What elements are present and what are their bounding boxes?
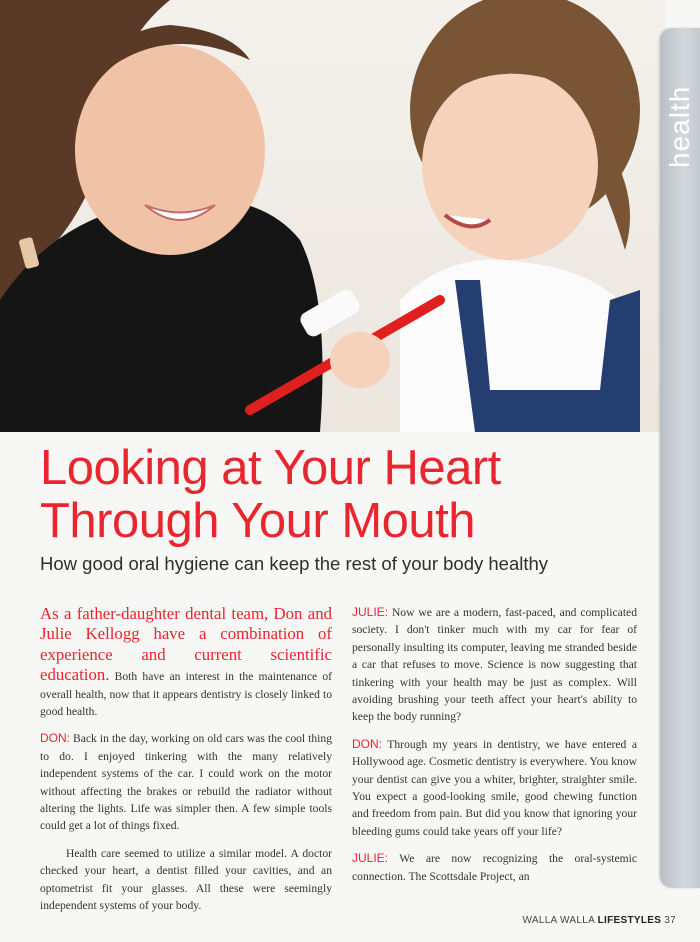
paragraph-julie-1 — [352, 604, 637, 726]
paragraph-don-1 — [40, 730, 332, 834]
speaker-label: JULIE: — [352, 851, 389, 866]
speaker-label: JULIE: — [352, 605, 389, 619]
paragraph-text: We are now recognizing the oral-systemic connection. The Scottsdale Project, an — [352, 852, 637, 883]
paragraph-health-care — [40, 845, 332, 915]
paragraph-text: Back in the day, working on old cars was the cool thing to do. I enjoyed tinkering with the many relatively independent systems of the car. I could work on the motor without affecting the brakes or rebuild the radiator without altering the lights. Life was simpler then. A few simple tools could get a lot of things fixed. — [40, 732, 332, 833]
page-footer — [523, 915, 677, 926]
intro-lead: As a father-daughter dental team, Don and Julie Kellogg have a combination of experience and current scientific education. — [40, 604, 332, 685]
headline-line-2: Through Your Mouth — [40, 494, 476, 548]
speaker-label: DON: — [352, 736, 382, 751]
footer-magazine-bold: LIFESTYLES — [597, 915, 662, 926]
article-subhead: How good oral hygiene can keep the rest of your body healthy — [40, 553, 549, 574]
photo-illustration — [0, 0, 665, 432]
section-side-tab — [660, 28, 700, 888]
paragraph-text: Health care seemed to utilize a similar model. A doctor checked your heart, a dentist filled your cavities, and an optometrist fit your glasses. All these were seemingly independent systems of your body. — [40, 846, 332, 913]
paragraph-text: Through my years in dentistry, we have entered a Hollywood age. Cosmetic dentistry is everywhere. You know your dentist can give you a whiter, brighter, straighter smile. You expect a good-looking smile, good chewing function and freedom from pain. But did you know that ignoring your bleeding gums could take years off your life? — [352, 737, 637, 838]
headline-line-1: Looking at Your Heart — [40, 441, 501, 495]
article-headline — [40, 442, 640, 548]
footer-magazine-name: WALLA WALLA — [522, 915, 598, 926]
page-number: 37 — [661, 915, 676, 926]
right-column — [352, 604, 637, 895]
left-column — [40, 604, 332, 925]
paragraph-don-2 — [352, 736, 637, 840]
speaker-label: DON: — [40, 731, 70, 746]
intro-rest: Both have an interest in the maintenance of overall health, now that it appears dentistry is closely linked to good health. — [40, 670, 332, 719]
hero-photo — [0, 0, 665, 432]
paragraph-text: Now we are a modern, fast-paced, and complicated society. I don't tinker much with my car for fear of personally insulting its computer, leaving me stranded beside a car that refuses to move. Science is now suggesting that tinkering with your health may be just as complex. Will avoiding brushing your teeth affect your heart's ability to keep the body running? — [352, 606, 637, 724]
paragraph-julie-2 — [352, 850, 637, 885]
section-tab-label: health — [664, 85, 695, 168]
intro-paragraph — [40, 604, 332, 720]
